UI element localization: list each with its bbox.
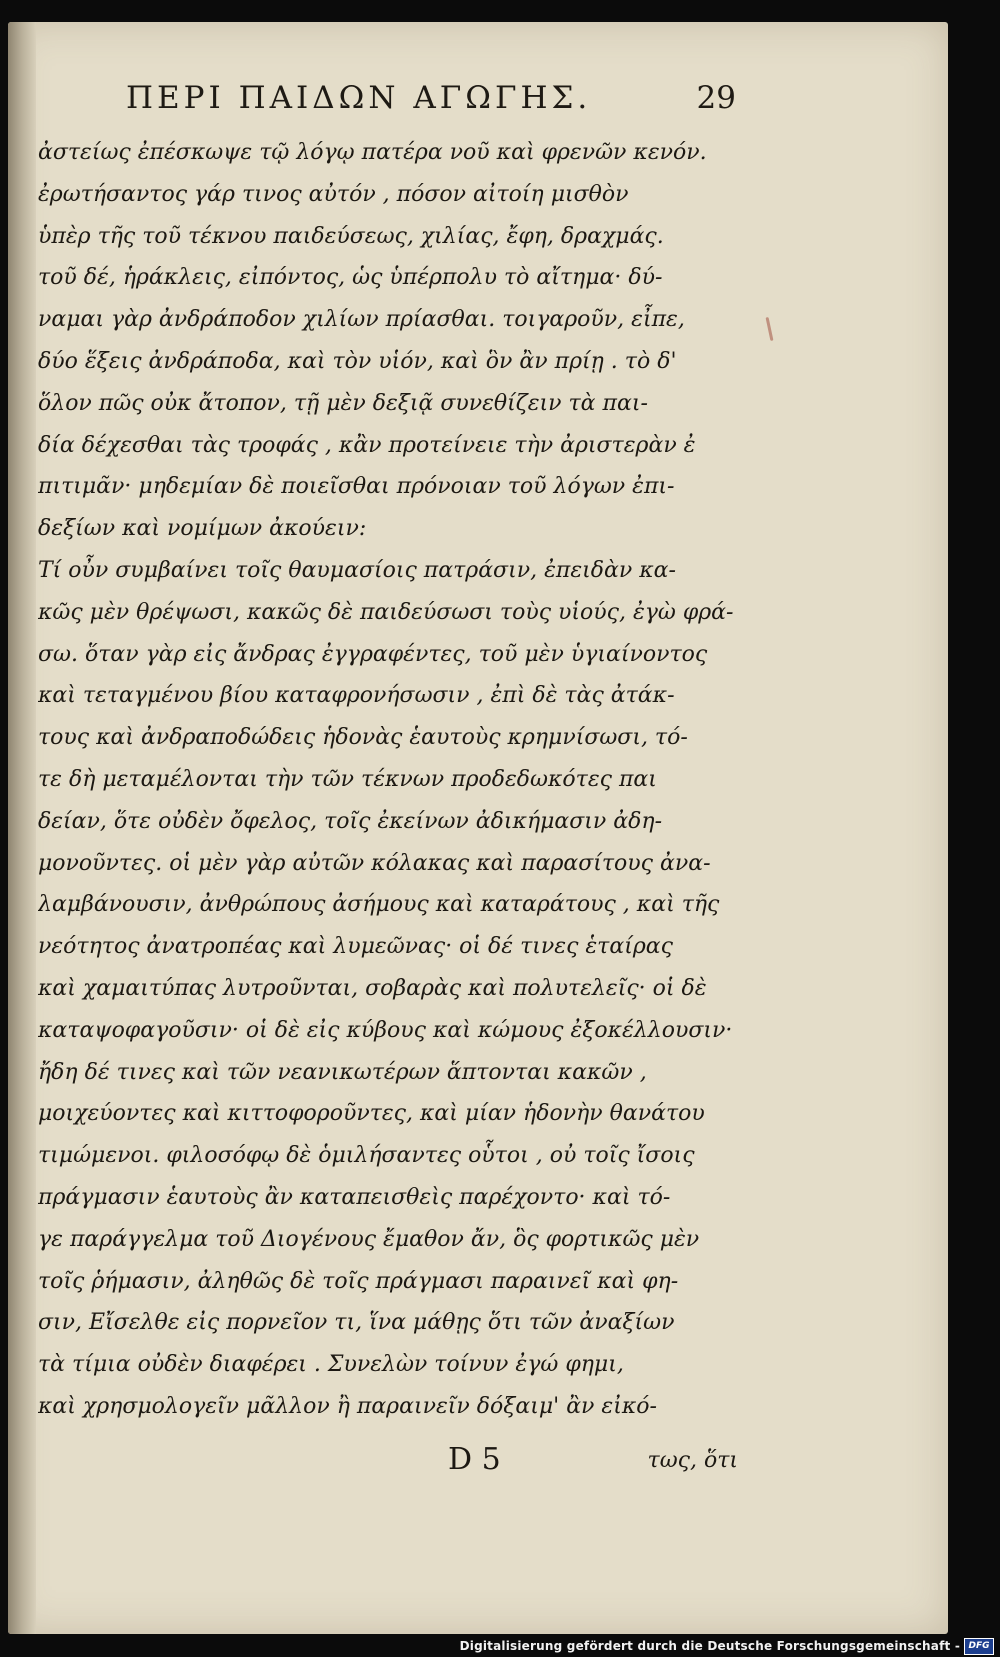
text-line: καὶ χρησμολογεῖν μᾶλλον ἢ παραινεῖν δόξαιμ' ἂν εἰκό-	[38, 1393, 657, 1419]
text-line: Τί οὖν συμβαίνει τοῖς θαυμασίοις πατράσιν, ἐπειδὰν κα-	[38, 557, 676, 583]
text-line: μονοῦντες. οἱ μὲν γὰρ αὐτῶν κόλακας καὶ παρασίτους ἀνα-	[38, 850, 711, 876]
text-line: ναμαι γὰρ ἀνδράποδον χιλίων πρίασθαι. τοιγαροῦν, εἶπε,	[38, 307, 685, 333]
text-line: τιμώμενοι. φιλοσόφῳ δὲ ὁμιλήσαντες οὗτοι , οὐ τοῖς ἴσοις	[38, 1143, 695, 1169]
text-line: καταψοφαγοῦσιν· οἱ δὲ εἰς κύβους καὶ κώμους ἐξοκέλλουσιν·	[38, 1017, 733, 1043]
book-page	[8, 22, 948, 1634]
text-line: τὰ τίμια οὐδὲν διαφέρει . Συνελὼν τοίνυν ἐγώ φημι,	[38, 1352, 624, 1378]
text-line: δύο ἕξεις ἀνδράποδα, καὶ τὸν υἱόν, καὶ ὃν ἂν πρίῃ . τὸ δ'	[38, 348, 677, 374]
text-line: λαμβάνουσιν, ἀνθρώπους ἀσήμους καὶ καταράτους , καὶ τῆς	[38, 892, 720, 918]
text-line: πιτιμᾶν· μηδεμίαν δὲ ποιεῖσθαι πρόνοιαν τοῦ λόγων ἐπι-	[38, 474, 675, 500]
page-footer	[448, 1442, 738, 1492]
dfg-credit-text: Digitalisierung gefördert durch die Deutsche Forschungsgemeinschaft -	[459, 1639, 960, 1653]
text-line: κῶς μὲν θρέψωσι, κακῶς δὲ παιδεύσωσι τοὺς υἱούς, ἐγὼ φρά-	[38, 599, 734, 625]
page-header	[126, 74, 736, 122]
text-line: τους καὶ ἀνδραποδώδεις ἡδονὰς ἑαυτοὺς κρημνίσωσι, τό-	[38, 725, 688, 751]
text-line: γε παράγγελμα τοῦ Διογένους ἔμαθον ἄν, ὃς φορτικῶς μὲν	[38, 1226, 700, 1252]
signature-mark: D 5	[448, 1442, 501, 1477]
text-line: ἀστείως ἐπέσκωψε τῷ λόγῳ πατέρα νοῦ καὶ φρενῶν κενόν.	[38, 140, 707, 165]
text-line: δεξίων καὶ νομίμων ἀκούειν:	[38, 516, 367, 542]
page-text-block	[38, 132, 743, 1428]
digitization-credit-bar	[0, 1635, 1000, 1657]
text-line: δείαν, ὅτε οὐδὲν ὄφελος, τοῖς ἐκείνων ἀδικήμασιν ἀδη-	[38, 808, 663, 834]
text-line: ὑπὲρ τῆς τοῦ τέκνου παιδεύσεως, χιλίας, ἔφη, δραχμάς.	[38, 223, 664, 249]
text-line: ὅλον πῶς οὐκ ἄτοπον, τῇ μὲν δεξιᾷ συνεθίζειν τὰ παι-	[38, 390, 648, 416]
text-line: πράγμασιν ἑαυτοὺς ἂν καταπεισθεὶς παρέχοντο· καὶ τό-	[38, 1184, 671, 1210]
text-line: νεότητος ἀνατροπέας καὶ λυμεῶνας· οἱ δέ τινες ἑταίρας	[38, 934, 673, 960]
text-line: τε δὴ μεταμέλονται τὴν τῶν τέκνων προδεδωκότες παι	[38, 766, 657, 792]
page-number: 29	[696, 80, 736, 116]
margin-ink-mark	[766, 317, 774, 341]
catchword: τως, ὅτι	[647, 1448, 738, 1473]
text-line: σιν, Εἴσελθε εἰς πορνεῖον τι, ἵνα μάθῃς ὅτι τῶν ἀναξίων	[38, 1310, 675, 1336]
text-line: σω. ὅταν γὰρ εἰς ἄνδρας ἐγγραφέντες, τοῦ μὲν ὑγιαίνοντος	[38, 641, 708, 667]
page-spine-shadow	[8, 22, 36, 1634]
text-line: τοῖς ῥήμασιν, ἀληθῶς δὲ τοῖς πράγμασι παραινεῖ καὶ φη-	[38, 1268, 679, 1294]
text-line: ἤδη δέ τινες καὶ τῶν νεανικωτέρων ἅπτονται κακῶν ,	[38, 1059, 647, 1085]
text-line: ἐρωτήσαντος γάρ τινος αὐτόν , πόσον αἰτοίη μισθὸν	[38, 181, 629, 207]
text-line: μοιχεύοντες καὶ κιττοφοροῦντες, καὶ μίαν ἡδονὴν θανάτου	[38, 1101, 705, 1127]
text-line: καὶ χαμαιτύπας λυτροῦνται, σοβαρὰς καὶ πολυτελεῖς· οἱ δὲ	[38, 975, 707, 1001]
text-line: τοῦ δέ, ἡράκλεις, εἰπόντος, ὡς ὑπέρπολυ τὸ αἴτημα· δύ-	[38, 265, 663, 291]
running-head: ΠΕΡΙ ΠΑΙΔΩΝ ΑΓΩΓΗΣ.	[126, 80, 592, 116]
text-line: καὶ τεταγμένου βίου καταφρονήσωσιν , ἐπὶ δὲ τὰς ἀτάκ-	[38, 683, 675, 709]
text-line: δία δέχεσθαι τὰς τροφάς , κἂν προτείνειε τὴν ἀριστερὰν ἐ	[38, 432, 696, 458]
dfg-logo: DFG	[964, 1638, 994, 1655]
